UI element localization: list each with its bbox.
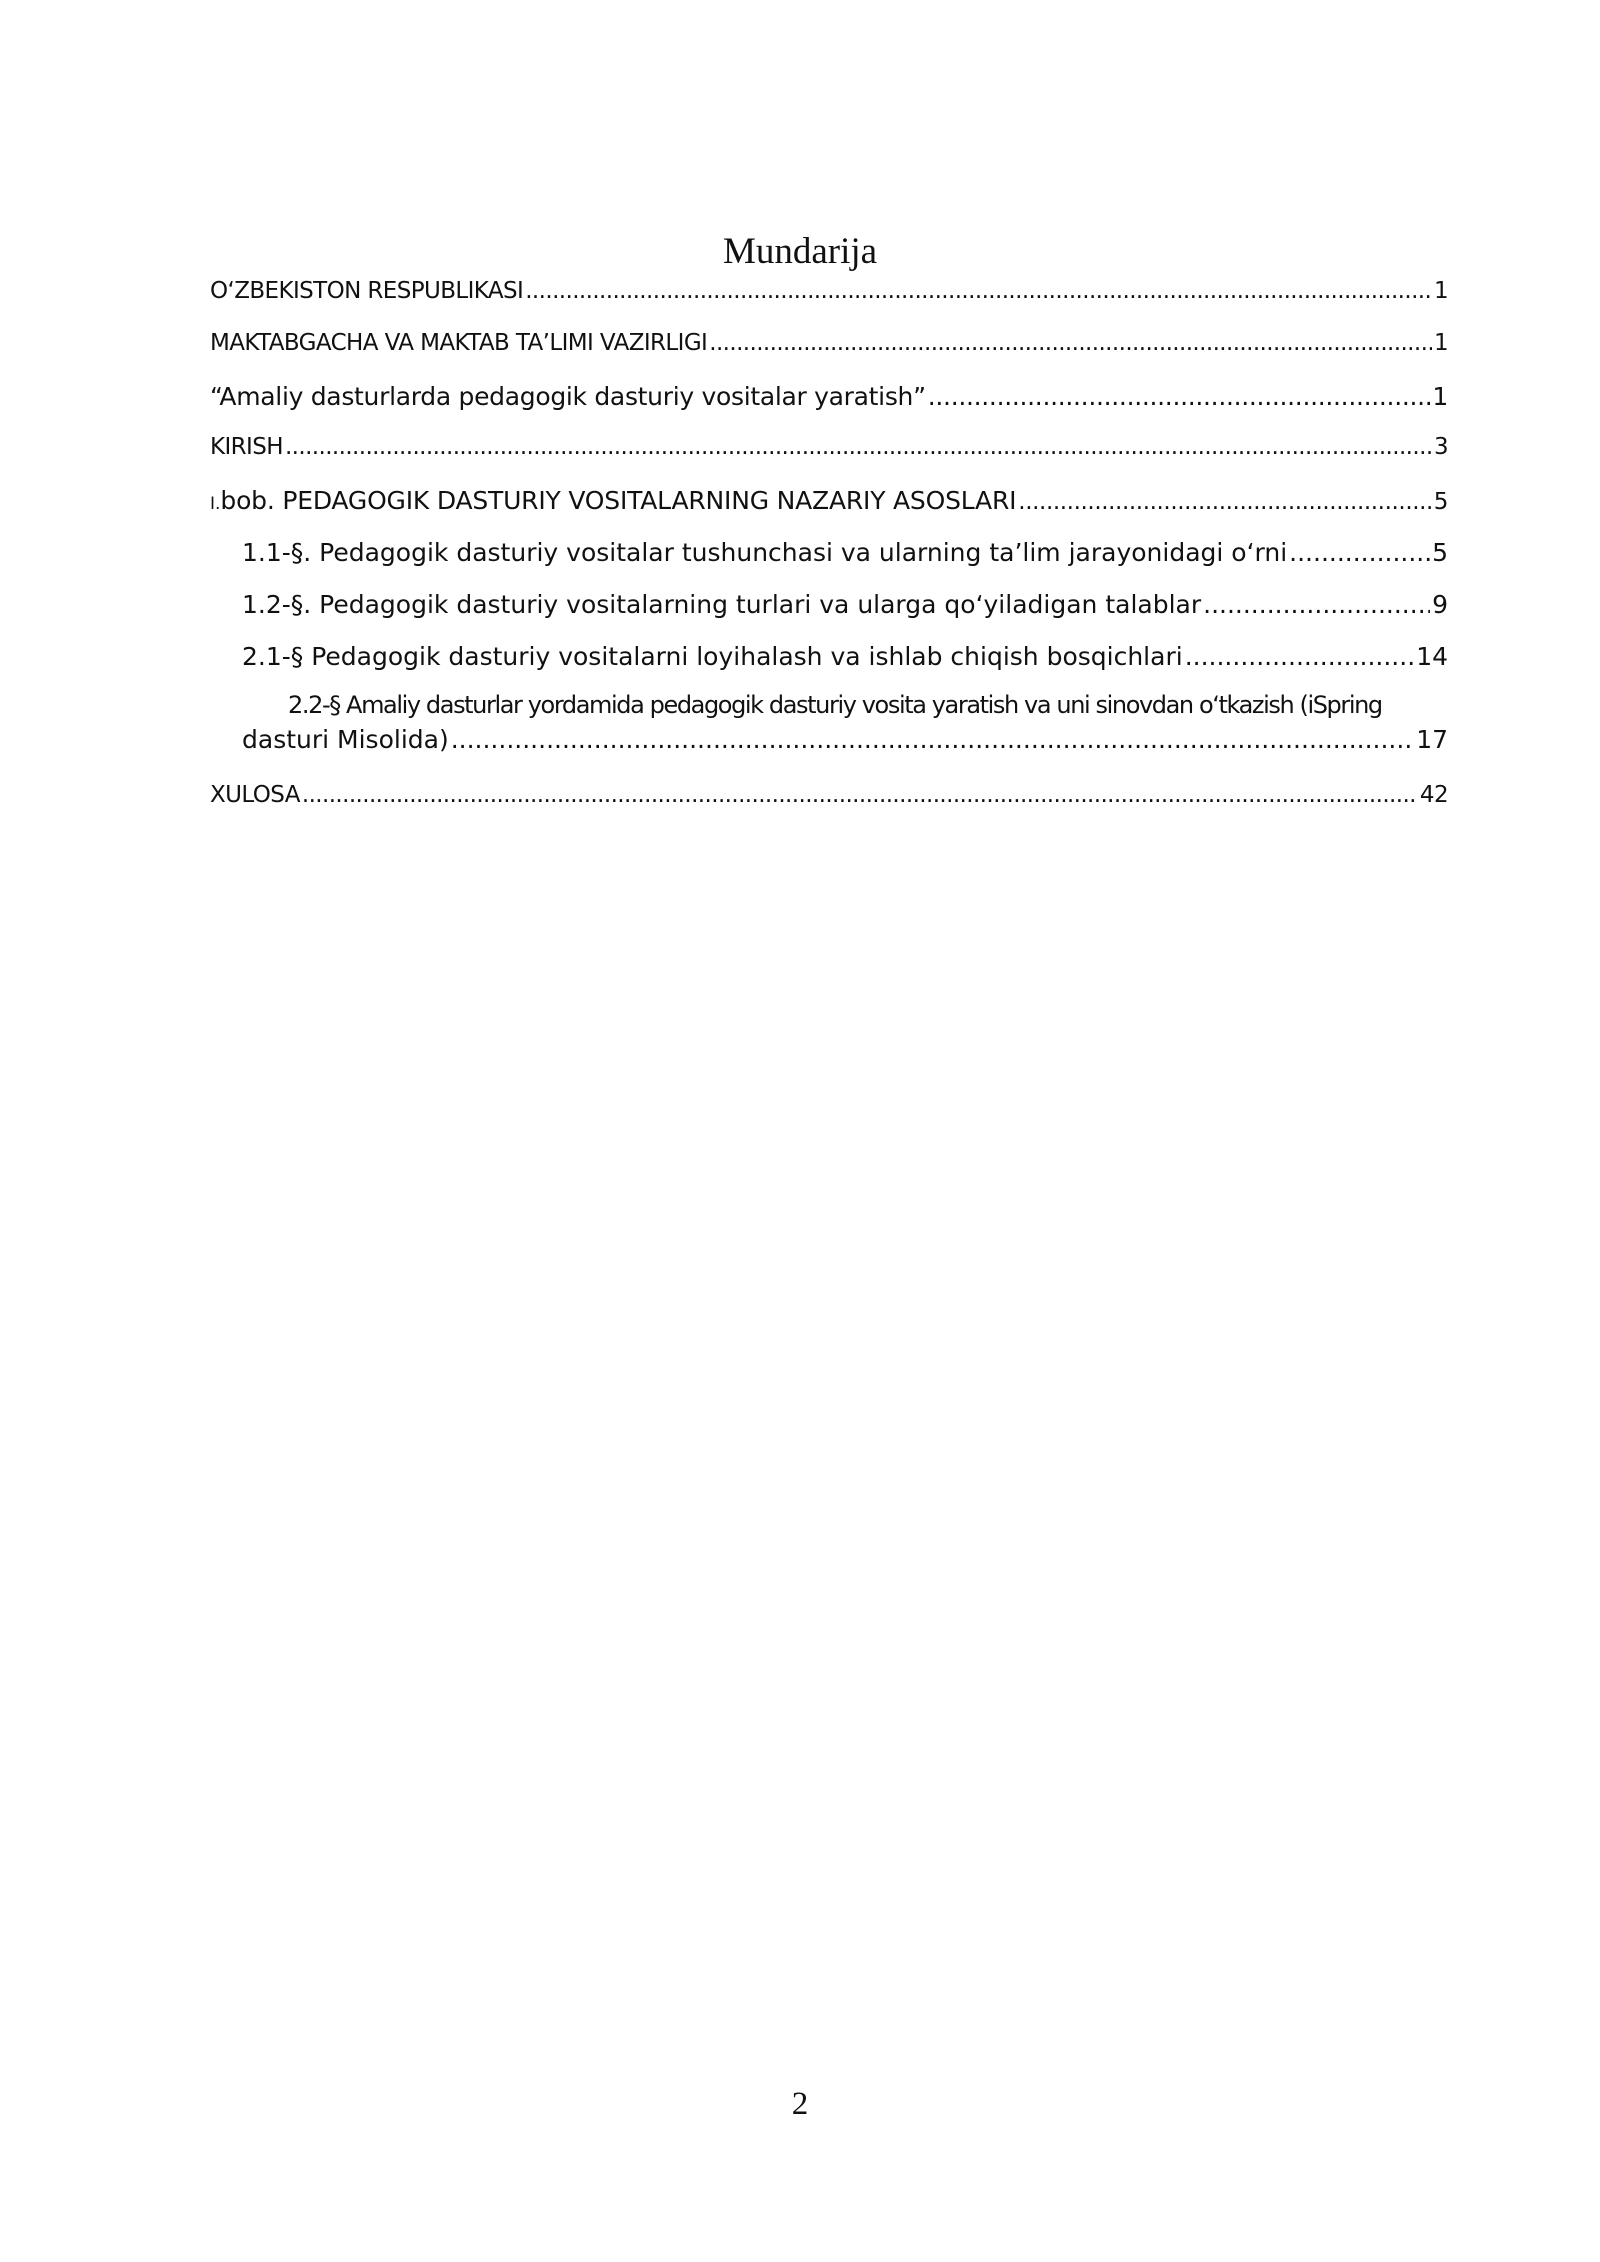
toc-entry[interactable] — [210, 434, 1448, 460]
toc-entry[interactable] — [210, 782, 1448, 808]
toc-entry-page: 1 — [1433, 330, 1448, 356]
chapter-roman-numeral: I. — [210, 494, 221, 514]
toc-entry[interactable] — [210, 330, 1448, 356]
toc-entry[interactable] — [210, 278, 1448, 304]
dot-leader — [928, 382, 1431, 411]
toc-entry-title: KIRISH — [210, 434, 283, 460]
toc-entry-page: 9 — [1432, 590, 1448, 619]
dot-leader — [302, 782, 1418, 808]
toc-entry-page: 1 — [1432, 382, 1448, 411]
toc-entry-page: 3 — [1433, 434, 1448, 460]
toc-entry-title: 1.1-§. Pedagogik dasturiy vositalar tushunchasi va ularning ta’lim jarayonidagi o‘rni — [242, 538, 1288, 567]
page-number: 2 — [791, 2086, 809, 2122]
toc-entry-title: MAKTABGACHA VA MAKTAB TA’LIMI VAZIRLIGI — [210, 330, 708, 356]
toc-entry-title: XULOSA — [210, 782, 300, 808]
toc-entry-page: 14 — [1416, 642, 1448, 671]
dot-leader — [1289, 538, 1430, 567]
toc-entry-page: 5 — [1433, 489, 1448, 515]
toc-entry-page: 5 — [1432, 538, 1448, 567]
toc-entry-title — [210, 486, 1016, 515]
toc-entry[interactable] — [242, 642, 1448, 671]
toc-entry-title-line1: 2.2-§ Amaliy dasturlar yordamida pedagogik dasturiy vosita yaratish va uni sinovdan o‘tkazish (iSpring — [288, 691, 1382, 719]
toc-heading: Mundarija — [722, 231, 878, 272]
toc-entry[interactable] — [242, 538, 1448, 567]
toc-entry-page: 42 — [1419, 782, 1448, 808]
toc-entry[interactable] — [210, 486, 1448, 515]
toc-entry-title: 1.2-§. Pedagogik dasturiy vositalarning turlari va ularga qo‘yiladigan talablar — [242, 590, 1202, 619]
toc-entry-page: 17 — [1416, 725, 1448, 754]
toc-entry[interactable] — [210, 382, 1448, 411]
dot-leader — [1018, 489, 1431, 515]
toc-entry-second-line — [242, 722, 1448, 758]
dot-leader — [525, 278, 1432, 304]
dot-leader — [1203, 590, 1430, 619]
dot-leader — [451, 722, 1414, 758]
chapter-title: bob. PEDAGOGIK DASTURIY VOSITALARNING NAZARIY ASOSLARI — [220, 486, 1017, 515]
dot-leader — [709, 330, 1432, 356]
toc-entry[interactable] — [242, 590, 1448, 619]
toc-entry-page: 1 — [1433, 278, 1448, 304]
dot-leader — [1185, 642, 1415, 671]
toc-entry-title-line2: dasturi Misolida) — [242, 725, 449, 754]
toc-entry-title: 2.1-§ Pedagogik dasturiy vositalarni loyihalash va ishlab chiqish bosqichlari — [242, 642, 1183, 671]
dot-leader — [285, 434, 1432, 460]
toc-entry-title: “Amaliy dasturlarda pedagogik dasturiy vositalar yaratish” — [210, 382, 926, 411]
toc-entry[interactable] — [242, 688, 1448, 758]
toc-entry-title: O‘ZBEKISTON RESPUBLIKASI — [210, 278, 524, 304]
